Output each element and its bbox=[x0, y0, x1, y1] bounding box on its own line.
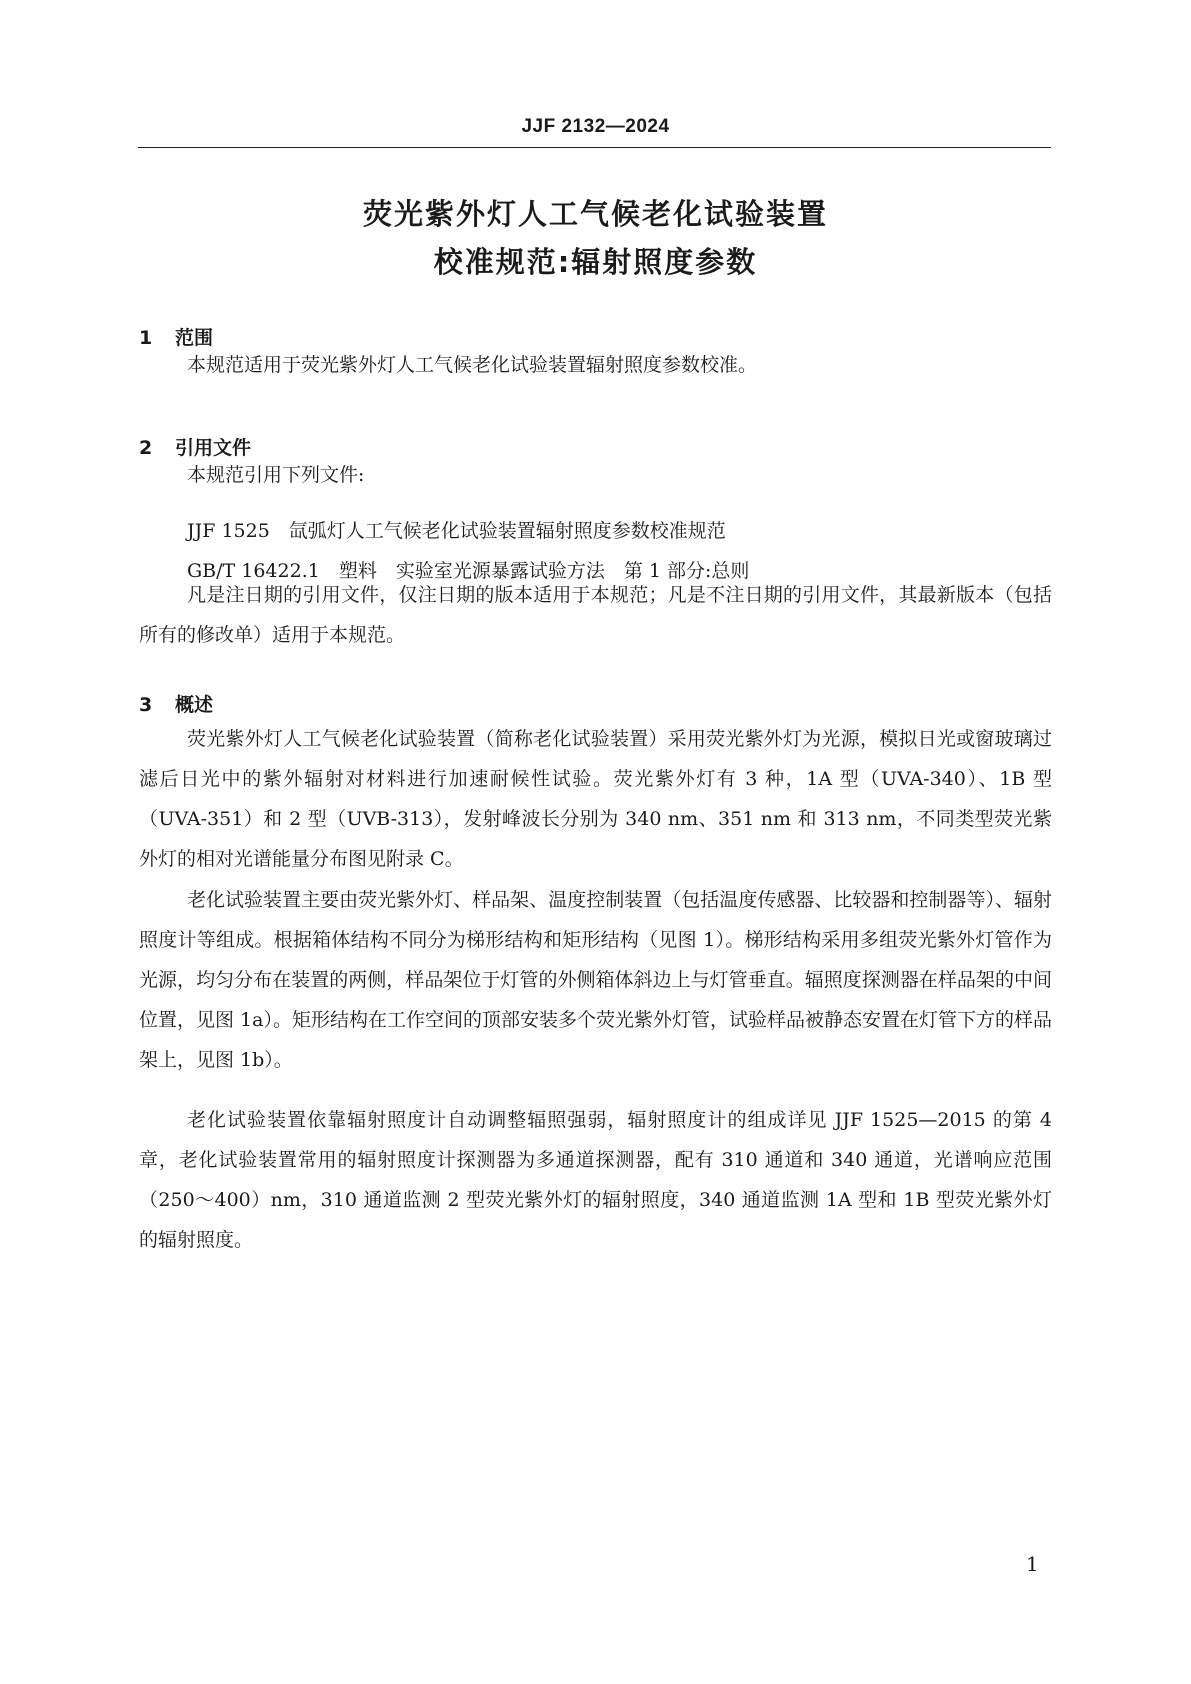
header-rule bbox=[138, 147, 1051, 148]
section-3-paragraph-2: 老化试验装置主要由荧光紫外灯、样品架、温度控制装置（包括温度传感器、比较器和控制器等）、辐射照度计等组成。根据箱体结构不同分为梯形结构和矩形结构（见图 1）。梯形结构采用多组荧光紫外灯管作为光源，均匀分布在装置的两侧，样品架位于灯管的外侧箱体斜边上与灯管垂直。辐照度探测器在样品架的中间位置，见图 1a）。矩形结构在工作空间的顶部安装多个荧光紫外灯管，试验样品被静态安置在灯管下方的样品架上，见图 1b）。 bbox=[139, 889, 1052, 1071]
section-2-note: 凡是注日期的引用文件，仅注日期的版本适用于本规范；凡是不注日期的引用文件，其最新版本（包括所有的修改单）适用于本规范。 bbox=[139, 584, 1052, 646]
reference-item: GB/T 16422.1 塑料 实验室光源暴露试验方法 第 1 部分:总则 bbox=[187, 560, 750, 582]
section-title: 概述 bbox=[175, 694, 214, 716]
section-3-paragraph-3: 老化试验装置依靠辐射照度计自动调整辐照强弱，辐射照度计的组成详见 JJF 1525—2015 的第 4 章，老化试验装置常用的辐射照度计探测器为多通道探测器，配有 310 通道和 340 通道，光谱响应范围（250～400）nm，310 通道监测 2 型荧光紫外灯的辐射照度，340 通道监测 1A 型和 1B 型荧光紫外灯的辐射照度。 bbox=[139, 1109, 1052, 1251]
section-1-body: 本规范适用于荧光紫外灯人工气候老化试验装置辐射照度参数校准。 bbox=[187, 354, 758, 376]
page-number: 1 bbox=[1026, 1552, 1039, 1576]
section-number: 1 bbox=[139, 327, 153, 349]
section-2-intro: 本规范引用下列文件: bbox=[187, 464, 365, 486]
reference-item: JJF 1525 氙弧灯人工气候老化试验装置辐射照度参数校准规范 bbox=[187, 520, 726, 542]
section-3-heading bbox=[139, 690, 213, 717]
section-title: 范围 bbox=[175, 327, 214, 349]
section-number: 2 bbox=[139, 437, 153, 459]
section-3-paragraph-1: 荧光紫外灯人工气候老化试验装置（简称老化试验装置）采用荧光紫外灯为光源，模拟日光或窗玻璃过滤后日光中的紫外辐射对材料进行加速耐候性试验。荧光紫外灯有 3 种，1A 型（UVA-340）、1B 型（UVA-351）和 2 型（UVB-313），发射峰波长分别为 340 nm、351 nm 和 313 nm，不同类型荧光紫外灯的相对光谱能量分布图见附录 C。 bbox=[139, 728, 1052, 870]
section-title: 引用文件 bbox=[175, 437, 252, 459]
document-code: JJF 2132—2024 bbox=[521, 116, 670, 137]
document-title-line2: 校准规范:辐射照度参数 bbox=[433, 245, 758, 279]
section-number: 3 bbox=[139, 694, 153, 716]
document-title-line1: 荧光紫外灯人工气候老化试验装置 bbox=[362, 197, 828, 231]
